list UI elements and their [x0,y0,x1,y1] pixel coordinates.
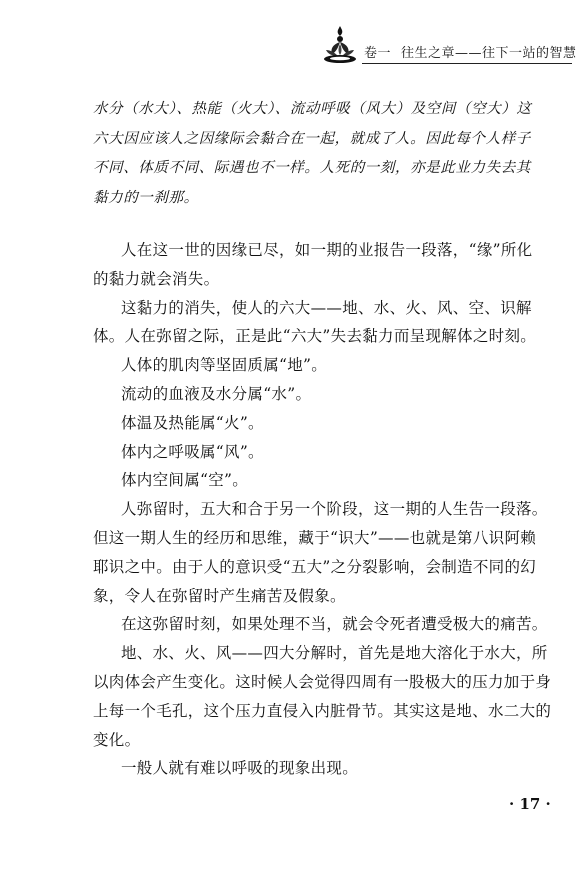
quote-line: 水分（水大）、热能（火大）、流动呼吸（风大）及空间（空大）这 [93,101,532,117]
header-chapter-title: 往生之章——往下一站的智慧 [401,46,577,61]
page-number: · 17 · [509,795,551,813]
header-title [364,42,577,61]
body-line: 耶识之中。由于人的意识受“五大”之分裂影响，会制造不同的幻 [93,557,537,576]
body-line: 一般人就有难以呼吸的现象出现。 [121,759,359,778]
header-chapter: 卷一 [364,46,392,61]
body-line: 变化。 [93,730,141,749]
body-line: 这黏力的消失，使人的六大——地、水、火、风、空、识解 [121,298,532,317]
body-line: 象，令人在弥留时产生痛苦及假象。 [93,586,346,605]
body-line: 体内之呼吸属“风”。 [121,442,264,461]
body-line: 以肉体会产生变化。这时候人会觉得四周有一股极大的压力加于身 [93,672,552,691]
header-rule [362,63,572,64]
body-line: 的黏力就会消失。 [93,269,220,288]
quote-line: 黏力的一刹那。 [93,189,199,206]
quote-line: 六大因应该人之因缘际会黏合在一起，就成了人。因此每个人样子 [93,130,531,147]
body-line: 地、水、火、风——四大分解时，首先是地大溶化于水大，所 [121,644,548,663]
body-line: 人弥留时，五大和合于另一个阶段，这一期的人生告一段落。 [121,500,548,519]
body-line: 上每一个毛孔，这个压力直侵入内脏骨节。其实这是地、水二大的 [93,701,552,720]
body-line: 人在这一世的因缘已尽，如一期的业报告一段落，“缘”所化 [121,241,533,259]
body-text [93,236,552,783]
body-line: 体内空间属“空”。 [121,471,249,490]
quoted-passage [93,95,532,213]
quote-line: 不同、体质不同、际遇也不一样。人死的一刻，亦是此业力失去其 [93,160,531,176]
body-line: 流动的血液及水分属“水”。 [121,384,312,403]
lotus-emblem-icon [318,24,362,66]
body-line: 在这弥留时刻，如果处理不当，就会令死者遭受极大的痛苦。 [121,615,548,634]
running-header [318,22,577,72]
body-line: 但这一期人生的经历和思维，藏于“识大”——也就是第八识阿赖 [93,528,537,547]
body-line: 人体的肌肉等坚固质属“地”。 [121,356,328,375]
body-line: 体。人在弥留之际，正是此“六大”失去黏力而呈现解体之时刻。 [93,327,537,346]
body-line: 体温及热能属“火”。 [121,413,264,432]
